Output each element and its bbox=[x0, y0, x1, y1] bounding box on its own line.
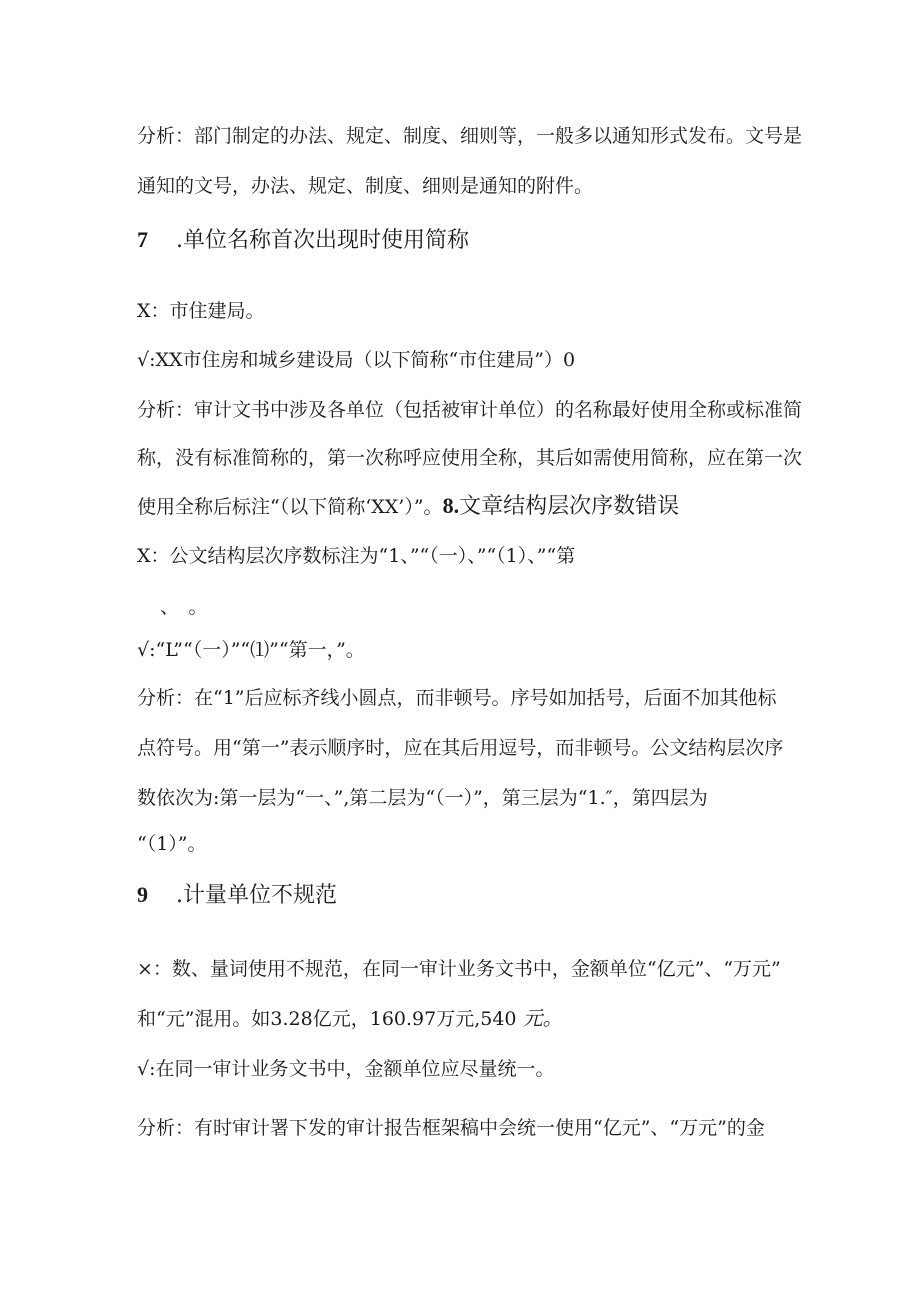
analysis-line: 数依次为:第一层为“一、”,第二层为“（一）”，第三层为“1.″，第四层为 bbox=[137, 787, 708, 809]
section-heading-7 bbox=[137, 226, 469, 255]
correct-example: √:XX市住房和城乡建设局（以下简称“市住建局”）0 bbox=[137, 349, 576, 371]
section-heading-9 bbox=[137, 881, 337, 910]
analysis-line: 分析：审计文书中涉及各单位（包括被审计单位）的名称最好使用全称或标准简 bbox=[137, 399, 803, 421]
analysis-line: 分析：有时审计署下发的审计报告框架稿中会统一使用“亿元”、“万元”的金 bbox=[137, 1117, 765, 1139]
paragraph-line: 通知的文号，办法、规定、制度、细则是通知的附件。 bbox=[137, 175, 594, 197]
section-title: .计量单位不规范 bbox=[176, 883, 337, 908]
analysis-line: “（1）”。 bbox=[137, 833, 207, 855]
section-number: 9 bbox=[137, 882, 148, 907]
wrong-example: X：公文结构层次序数标注为“1、”“（一）、”“（1）、”“第 bbox=[137, 545, 576, 567]
wrong-example bbox=[137, 1006, 563, 1031]
section-title: 文章结构层次序数错误 bbox=[459, 494, 680, 519]
analysis-line: 分析：在“1”后应标齐线小圆点，而非顿号。序号如加括号，后面不加其他标 bbox=[137, 687, 777, 709]
analysis-line: 点符号。用“第一”表示顺序时，应在其后用逗号，而非顿号。公文结构层次序 bbox=[137, 737, 784, 759]
unit-text: 元。 bbox=[522, 1006, 563, 1030]
section-number: 8. bbox=[442, 493, 460, 518]
wrong-example: X：市住建局。 bbox=[137, 300, 265, 322]
wrong-example: ×：数、量词使用不规范，在同一审计业务文书中，金额单位“亿元”、“万元” bbox=[137, 958, 781, 980]
analysis-line: 称，没有标准简称的，第一次称呼应使用全称，其后如需使用简称，应在第一次 bbox=[137, 447, 803, 469]
analysis-line bbox=[137, 494, 679, 519]
section-number: 7 bbox=[137, 227, 148, 252]
paragraph-line: 分析：部门制定的办法、规定、制度、细则等，一般多以通知形式发布。文号是 bbox=[137, 125, 803, 147]
wrong-example-continued: 、 。 bbox=[160, 596, 208, 618]
correct-example: √:在同一审计业务文书中，金额单位应尽量统一。 bbox=[137, 1058, 555, 1080]
correct-example: √:“L”“（一）”“⑴”“第一，”。 bbox=[137, 639, 365, 661]
section-title: .单位名称首次出现时使用简称 bbox=[176, 228, 469, 253]
analysis-text: 使用全称后标注“（以下简称‘XX’）”。 bbox=[137, 496, 443, 518]
wrong-example-text: 和“元”混用。如3.28亿元，160.97万元,540 bbox=[137, 1008, 517, 1030]
